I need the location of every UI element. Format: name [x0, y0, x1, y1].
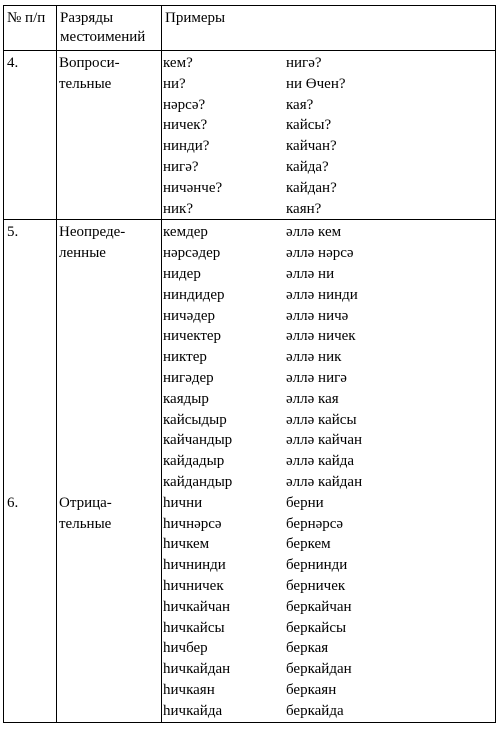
example-row [163, 368, 495, 389]
example-word-right: әллә ни [286, 265, 335, 282]
example-row [163, 178, 495, 199]
example-word-left: ничәдер [163, 307, 216, 324]
example-row [163, 680, 495, 701]
example-row [163, 638, 495, 659]
examples-list [162, 220, 495, 492]
example-word-left: һичбер [163, 640, 208, 657]
example-word-right: әллә нәрсә [286, 245, 354, 262]
example-word-left: нәрсә? [163, 96, 206, 113]
example-word-left: һични [163, 494, 203, 511]
example-word-right: әллә кайсы [286, 411, 357, 428]
example-word-right: кайда? [286, 158, 329, 175]
example-row [163, 451, 495, 472]
example-word-right: ни Өчен? [286, 75, 346, 92]
example-row [163, 157, 495, 178]
example-word-right: берничек [286, 577, 346, 594]
example-word-right: беркайсы [286, 619, 347, 636]
example-row [163, 326, 495, 347]
example-word-right: берни [286, 494, 324, 511]
example-word-right: кайсы? [286, 117, 332, 134]
example-word-left: кайсыдыр [163, 411, 227, 428]
example-word-left: һичкаян [163, 681, 215, 698]
example-row [163, 95, 495, 116]
section-category-line: тельные [59, 75, 112, 92]
example-row [163, 410, 495, 431]
example-word-right: нигә? [286, 55, 322, 71]
example-word-left: ник? [163, 200, 193, 217]
header-num: № п/п [7, 10, 46, 26]
example-row [163, 136, 495, 157]
example-word-right: беркаян [286, 681, 337, 698]
example-word-left: нидер [163, 265, 201, 282]
example-word-right: әллә кем [286, 224, 342, 241]
table-header-row [4, 6, 496, 51]
example-row [163, 618, 495, 639]
section-examples-cell [162, 51, 496, 220]
example-word-left: ничәнче? [163, 179, 223, 196]
example-word-right: әллә нинди [286, 286, 358, 303]
example-word-right: беркайдан [286, 661, 352, 678]
example-word-right: әллә ничек [286, 328, 356, 345]
example-word-right: әллә кая [286, 390, 339, 407]
example-word-left: кайчандыр [163, 432, 233, 449]
example-row [163, 534, 495, 555]
example-word-left: никтер [163, 349, 207, 366]
example-word-left: һичкем [163, 536, 210, 553]
example-word-left: һичкайда [163, 702, 223, 719]
example-word-right: кая? [286, 96, 314, 113]
example-word-left: кемдер [163, 224, 208, 241]
header-num-cell [4, 6, 57, 51]
section-category-cell [57, 220, 162, 722]
example-row [163, 472, 495, 493]
example-word-left: кайдадыр [163, 453, 225, 470]
example-row [163, 264, 495, 285]
example-word-left: һичкайдан [163, 661, 231, 678]
example-row [163, 389, 495, 410]
example-word-left: һичкайчан [163, 598, 231, 615]
example-word-right: каян? [286, 200, 322, 217]
example-word-left: нинди? [163, 138, 210, 155]
example-row [163, 576, 495, 597]
example-word-left: каядыр [163, 390, 209, 407]
example-word-right: беркем [286, 536, 331, 553]
example-word-left: нигәдер [163, 369, 214, 386]
section-category-line: Отрица- [59, 494, 112, 511]
section-category-line: Вопроси- [59, 55, 120, 71]
section-num-cell [4, 220, 57, 722]
section-category-line: ленные [59, 245, 106, 262]
section-num-cell [4, 51, 57, 220]
example-word-left: кем? [163, 55, 193, 71]
example-row [163, 430, 495, 451]
example-word-right: әллә нигә [286, 369, 347, 386]
example-word-right: әллә кайчан [286, 432, 363, 449]
pronoun-table [3, 5, 496, 723]
example-row [163, 222, 495, 243]
header-examples-cell [162, 6, 496, 51]
example-word-right: әллә ник [286, 349, 342, 366]
header-category-cell [57, 6, 162, 51]
example-word-left: һичничек [163, 577, 224, 594]
header-examples: Примеры [165, 10, 226, 26]
example-word-left: нигә? [163, 158, 199, 175]
example-word-right: бернинди [286, 557, 348, 574]
example-word-left: һичкайсы [163, 619, 225, 636]
examples-list [162, 493, 495, 722]
example-row [163, 74, 495, 95]
example-word-left: ниндидер [163, 286, 225, 303]
example-word-left: ни? [163, 75, 186, 92]
example-row [163, 597, 495, 618]
example-row [163, 243, 495, 264]
section-examples-cell [162, 220, 496, 722]
section-row-5-6 [4, 220, 496, 722]
example-row [163, 347, 495, 368]
example-row [163, 306, 495, 327]
example-row [163, 285, 495, 306]
section-num: 6. [7, 494, 19, 511]
example-word-left: ничек? [163, 117, 208, 134]
example-word-left: кайдандыр [163, 473, 233, 490]
section-category-line: Неопреде- [59, 224, 126, 241]
example-word-right: әллә ничә [286, 307, 349, 324]
example-row [163, 115, 495, 136]
example-word-right: кайдан? [286, 179, 337, 196]
example-word-right: бернәрсә [286, 515, 344, 532]
header-category-line2: местоимений [60, 29, 146, 45]
example-word-right: беркайчан [286, 598, 352, 615]
example-row [163, 555, 495, 576]
example-row [163, 701, 495, 722]
example-word-right: беркая [286, 640, 329, 657]
example-row [163, 199, 495, 220]
example-row [163, 514, 495, 535]
example-word-left: һичнинди [163, 557, 226, 574]
section-category-cell [57, 51, 162, 220]
example-word-right: кайчан? [286, 138, 337, 155]
example-word-right: әллә кайдан [286, 473, 363, 490]
section-num: 4. [7, 55, 19, 71]
section-category-line: тельные [59, 515, 112, 532]
example-word-right: әллә кайда [286, 453, 355, 470]
example-row [163, 493, 495, 514]
example-row [163, 53, 495, 74]
section-num: 5. [7, 224, 19, 241]
examples-list [162, 51, 495, 219]
header-category-line1: Разряды [60, 10, 114, 26]
example-word-left: нәрсәдер [163, 245, 221, 262]
example-word-left: ничектер [163, 328, 222, 345]
section-row-4 [4, 51, 496, 220]
example-word-right: беркайда [286, 702, 344, 719]
example-row [163, 659, 495, 680]
example-word-left: һичнәрсә [163, 515, 222, 532]
